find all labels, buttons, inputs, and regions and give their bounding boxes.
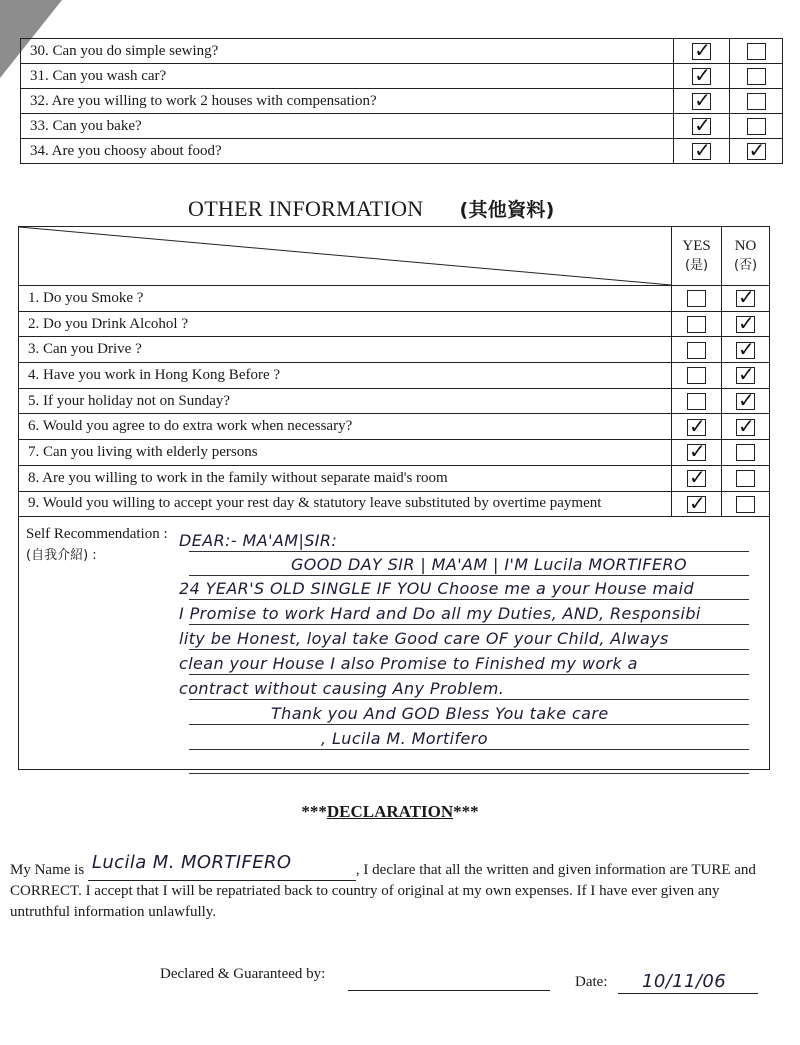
my-name-label: My Name is <box>10 862 85 878</box>
handwritten-text: GOOD DAY SIR | MA'AM | I'M Lucila MORTIFERO <box>291 555 688 574</box>
handwritten-text: , Lucila M. Mortifero <box>321 729 488 748</box>
question-text: 31. Can you wash car? <box>21 64 674 89</box>
handwritten-text: 24 YEAR'S OLD SINGLE IF YOU Choose me a your House maid <box>179 579 695 598</box>
no-checkbox[interactable] <box>747 143 766 160</box>
self-recommendation-label-cn: (自我介紹) : <box>26 548 97 563</box>
no-checkbox-cell <box>730 139 783 164</box>
question-text: 32. Are you willing to work 2 houses with compensation? <box>21 89 674 114</box>
no-label: NO <box>734 238 757 254</box>
no-checkbox-cell <box>722 465 770 491</box>
no-checkbox[interactable] <box>736 444 755 461</box>
signature-line[interactable] <box>348 990 550 991</box>
question-text: 30. Can you do simple sewing? <box>21 39 674 64</box>
yes-checkbox-cell <box>672 388 722 414</box>
yes-checkbox-cell <box>672 286 722 312</box>
question-text: 34. Are you choosy about food? <box>21 139 674 164</box>
yes-checkbox[interactable] <box>687 367 706 384</box>
yes-checkbox-cell <box>672 337 722 363</box>
question-text: 9. Would you willing to accept your rest day & statutory leave substituted by overtime payment <box>19 491 672 517</box>
yes-checkbox-cell <box>674 89 730 114</box>
no-checkbox-cell <box>722 337 770 363</box>
question-row <box>21 89 783 114</box>
handwritten-text: lity be Honest, loyal take Good care OF your Child, Always <box>179 629 669 648</box>
no-checkbox-cell <box>722 311 770 337</box>
yes-checkbox-cell <box>672 440 722 466</box>
yes-checkbox-cell <box>674 64 730 89</box>
no-checkbox-cell <box>730 64 783 89</box>
no-checkbox[interactable] <box>736 496 755 513</box>
yes-checkbox-cell <box>674 139 730 164</box>
yes-header <box>672 227 722 286</box>
title-en: OTHER INFORMATION <box>188 196 424 221</box>
question-row <box>19 363 770 389</box>
no-checkbox[interactable] <box>747 118 766 135</box>
question-text: 4. Have you work in Hong Kong Before ? <box>19 363 672 389</box>
handwritten-text: I Promise to work Hard and Do all my Duties, AND, Responsibi <box>179 604 701 623</box>
question-row <box>21 39 783 64</box>
yes-checkbox[interactable] <box>687 290 706 307</box>
yes-checkbox[interactable] <box>687 470 706 487</box>
header-row <box>19 227 770 286</box>
declaration-text: , I declare that all the written and given information are TURE and CORRECT. I accept that I will be repatriated back to country of original at my own expenses. If I have ever given any untruthful information unlawfully. <box>10 862 756 920</box>
yes-checkbox[interactable] <box>687 393 706 410</box>
question-row <box>21 114 783 139</box>
question-row <box>19 491 770 517</box>
name-value: Lucila M. MORTIFERO <box>91 852 292 873</box>
self-recommendation-label <box>26 523 168 567</box>
other-information-title <box>188 195 555 222</box>
question-text: 1. Do you Smoke ? <box>19 286 672 312</box>
no-checkbox[interactable] <box>736 419 755 436</box>
date-field[interactable] <box>618 971 758 994</box>
question-text: 8. Are you willing to work in the family without separate maid's room <box>19 465 672 491</box>
date-label: Date: <box>575 974 608 990</box>
yes-checkbox[interactable] <box>692 68 711 85</box>
yes-checkbox-cell <box>672 363 722 389</box>
question-text: 6. Would you agree to do extra work when necessary? <box>19 414 672 440</box>
no-checkbox[interactable] <box>736 290 755 307</box>
no-label-cn: (否) <box>733 258 758 273</box>
question-row <box>21 139 783 164</box>
yes-checkbox[interactable] <box>687 419 706 436</box>
no-checkbox-cell <box>722 414 770 440</box>
no-checkbox[interactable] <box>736 316 755 333</box>
other-information-table <box>18 226 770 517</box>
yes-checkbox[interactable] <box>692 93 711 110</box>
question-row <box>19 337 770 363</box>
no-checkbox-cell <box>722 286 770 312</box>
no-checkbox-cell <box>722 388 770 414</box>
handwritten-text: contract without causing Any Problem. <box>179 679 505 698</box>
question-text: 2. Do you Drink Alcohol ? <box>19 311 672 337</box>
handwritten-text: DEAR:- MA'AM|SIR: <box>179 531 338 550</box>
yes-checkbox-cell <box>674 39 730 64</box>
question-text: 7. Can you living with elderly persons <box>19 440 672 466</box>
no-checkbox[interactable] <box>747 43 766 60</box>
question-row <box>19 286 770 312</box>
question-row <box>19 311 770 337</box>
self-recommendation-label-en: Self Recommendation : <box>26 526 168 542</box>
question-row <box>19 388 770 414</box>
diagonal-line <box>19 227 671 285</box>
write-line <box>189 749 749 774</box>
yes-checkbox[interactable] <box>687 444 706 461</box>
handwritten-text: clean your House I also Promise to Finished my work a <box>179 654 638 673</box>
no-checkbox-cell <box>730 39 783 64</box>
declared-guaranteed-label: Declared & Guaranteed by: <box>160 966 326 982</box>
header-diagonal-cell <box>19 227 672 286</box>
question-row <box>21 64 783 89</box>
no-checkbox[interactable] <box>736 367 755 384</box>
no-checkbox[interactable] <box>736 470 755 487</box>
question-row <box>19 414 770 440</box>
yes-checkbox-cell <box>672 465 722 491</box>
top-questions-table <box>20 38 783 164</box>
yes-checkbox[interactable] <box>692 143 711 160</box>
date-value: 10/11/06 <box>642 971 727 992</box>
yes-checkbox[interactable] <box>692 118 711 135</box>
yes-checkbox[interactable] <box>692 43 711 60</box>
name-field[interactable] <box>88 852 356 881</box>
yes-checkbox[interactable] <box>687 496 706 513</box>
no-checkbox-cell <box>722 440 770 466</box>
declaration-title-text: DECLARATION <box>326 802 454 821</box>
declaration-title <box>0 802 780 822</box>
yes-checkbox-cell <box>672 414 722 440</box>
yes-label: YES <box>682 238 711 254</box>
declaration-suffix: *** <box>453 802 479 821</box>
yes-checkbox-cell <box>672 491 722 517</box>
yes-checkbox-cell <box>674 114 730 139</box>
declaration-prefix: *** <box>301 802 327 821</box>
no-header <box>722 227 770 286</box>
question-text: 33. Can you bake? <box>21 114 674 139</box>
no-checkbox[interactable] <box>736 393 755 410</box>
declaration-paragraph <box>10 852 770 923</box>
no-checkbox-cell <box>722 491 770 517</box>
no-checkbox[interactable] <box>736 342 755 359</box>
yes-label-cn: (是) <box>684 258 709 273</box>
handwritten-text: Thank you And GOD Bless You take care <box>271 704 609 723</box>
self-recommendation-section <box>18 517 770 770</box>
title-cn: (其他資料) <box>459 199 555 221</box>
question-row <box>19 440 770 466</box>
no-checkbox-cell <box>730 89 783 114</box>
no-checkbox-cell <box>730 114 783 139</box>
yes-checkbox-cell <box>672 311 722 337</box>
yes-checkbox[interactable] <box>687 316 706 333</box>
question-row <box>19 465 770 491</box>
question-text: 5. If your holiday not on Sunday? <box>19 388 672 414</box>
yes-checkbox[interactable] <box>687 342 706 359</box>
no-checkbox[interactable] <box>747 93 766 110</box>
no-checkbox[interactable] <box>747 68 766 85</box>
no-checkbox-cell <box>722 363 770 389</box>
question-text: 3. Can you Drive ? <box>19 337 672 363</box>
